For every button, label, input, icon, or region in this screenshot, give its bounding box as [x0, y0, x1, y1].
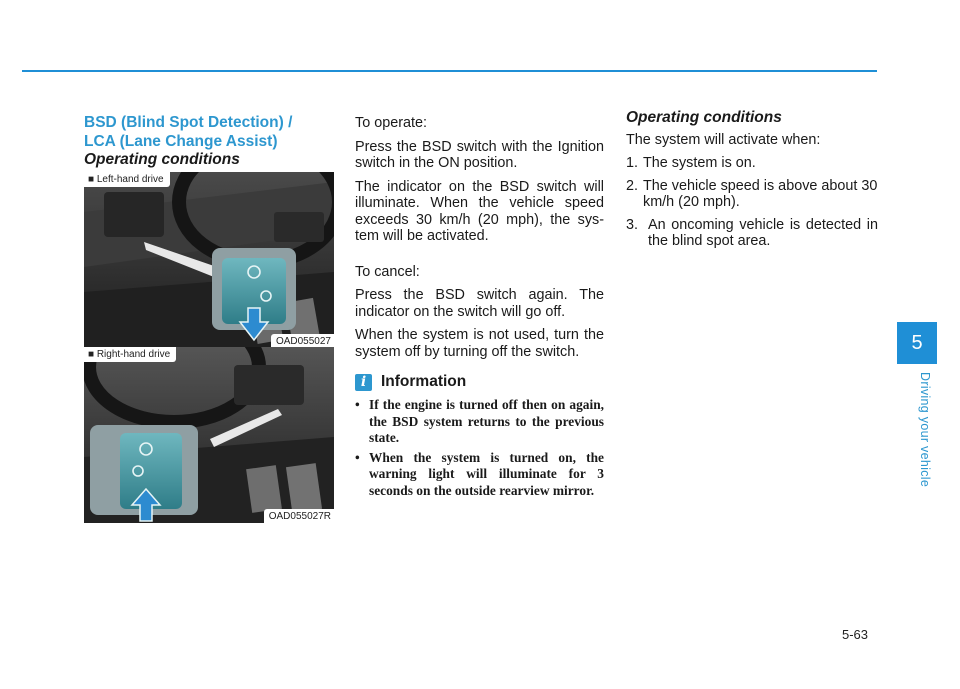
to-cancel-heading: To cancel: — [355, 263, 420, 280]
information-bullet: • If the engine is turned off then on again, the BSD system returns to the previous state. — [355, 397, 604, 445]
figure-code-lhd: OAD055027 — [271, 334, 334, 348]
section-title — [84, 113, 329, 151]
bsd-switch-photo-lhd — [84, 172, 334, 348]
information-heading — [355, 374, 604, 391]
figure-tag-lhd: ■ Left-hand drive — [84, 172, 170, 187]
information-title: Information — [381, 373, 467, 391]
chapter-number-tab[interactable]: 5 — [897, 322, 937, 364]
right-column — [626, 110, 878, 256]
operate-paragraph-1: Press the BSD switch with the Ignition switch in the ON position. — [355, 138, 604, 171]
bsd-switch-photo-rhd — [84, 347, 334, 523]
condition-text: An oncoming vehicle is detected in the blind spot area. — [648, 216, 878, 249]
operate-paragraph-2: The indicator on the BSD switch will illuminate. When the vehicle speed exceeds 30 km/h (20 mph), the sys-tem will be activated. — [355, 178, 604, 244]
section-title-line2: LCA (Lane Change Assist) — [84, 133, 278, 150]
information-bullet-text: When the system is turned on, the warning light will illuminate for 3 seconds on the outside rearview mirror. — [369, 449, 604, 498]
condition-number: 2. — [626, 177, 639, 194]
condition-number: 1. — [626, 155, 639, 171]
operating-conditions-heading-right: Operating conditions — [626, 109, 782, 126]
condition-text: The vehicle speed is above about 30 km/h (20 mph). — [643, 177, 878, 210]
condition-number: 3. — [626, 216, 639, 233]
middle-column — [355, 115, 604, 502]
information-bullet-text: If the engine is turned off then on again, the BSD system returns to the previous state. — [369, 397, 604, 445]
condition-item — [626, 155, 878, 172]
section-title-line1: BSD (Blind Spot Detection) / — [84, 114, 293, 131]
to-operate-heading: To operate: — [355, 115, 428, 131]
chapter-label: Driving your vehicle — [918, 372, 932, 488]
information-list — [355, 397, 604, 499]
cancel-paragraph-1: Press the BSD switch again. The indicator on the switch will go off. — [355, 287, 604, 320]
condition-item — [626, 217, 878, 250]
info-icon: i — [355, 374, 372, 391]
figure-right-hand-drive — [84, 347, 334, 523]
cancel-paragraph-2: When the system is not used, turn the system off by turning off the switch. — [355, 327, 604, 360]
header-rule — [22, 70, 877, 72]
figure-tag-rhd: ■ Right-hand drive — [84, 347, 176, 362]
operating-conditions-heading-left: Operating conditions — [84, 151, 240, 168]
condition-text: The system is on. — [643, 155, 756, 171]
page-number: 5-63 — [842, 627, 869, 642]
condition-item — [626, 178, 878, 211]
figure-left-hand-drive — [84, 172, 334, 348]
figure-code-rhd: OAD055027R — [264, 509, 334, 523]
activation-intro: The system will activate when: — [626, 131, 821, 148]
information-bullet: • When the system is turned on, the warning light will illuminate for 3 seconds on the outside rearview mirror. — [355, 449, 604, 498]
